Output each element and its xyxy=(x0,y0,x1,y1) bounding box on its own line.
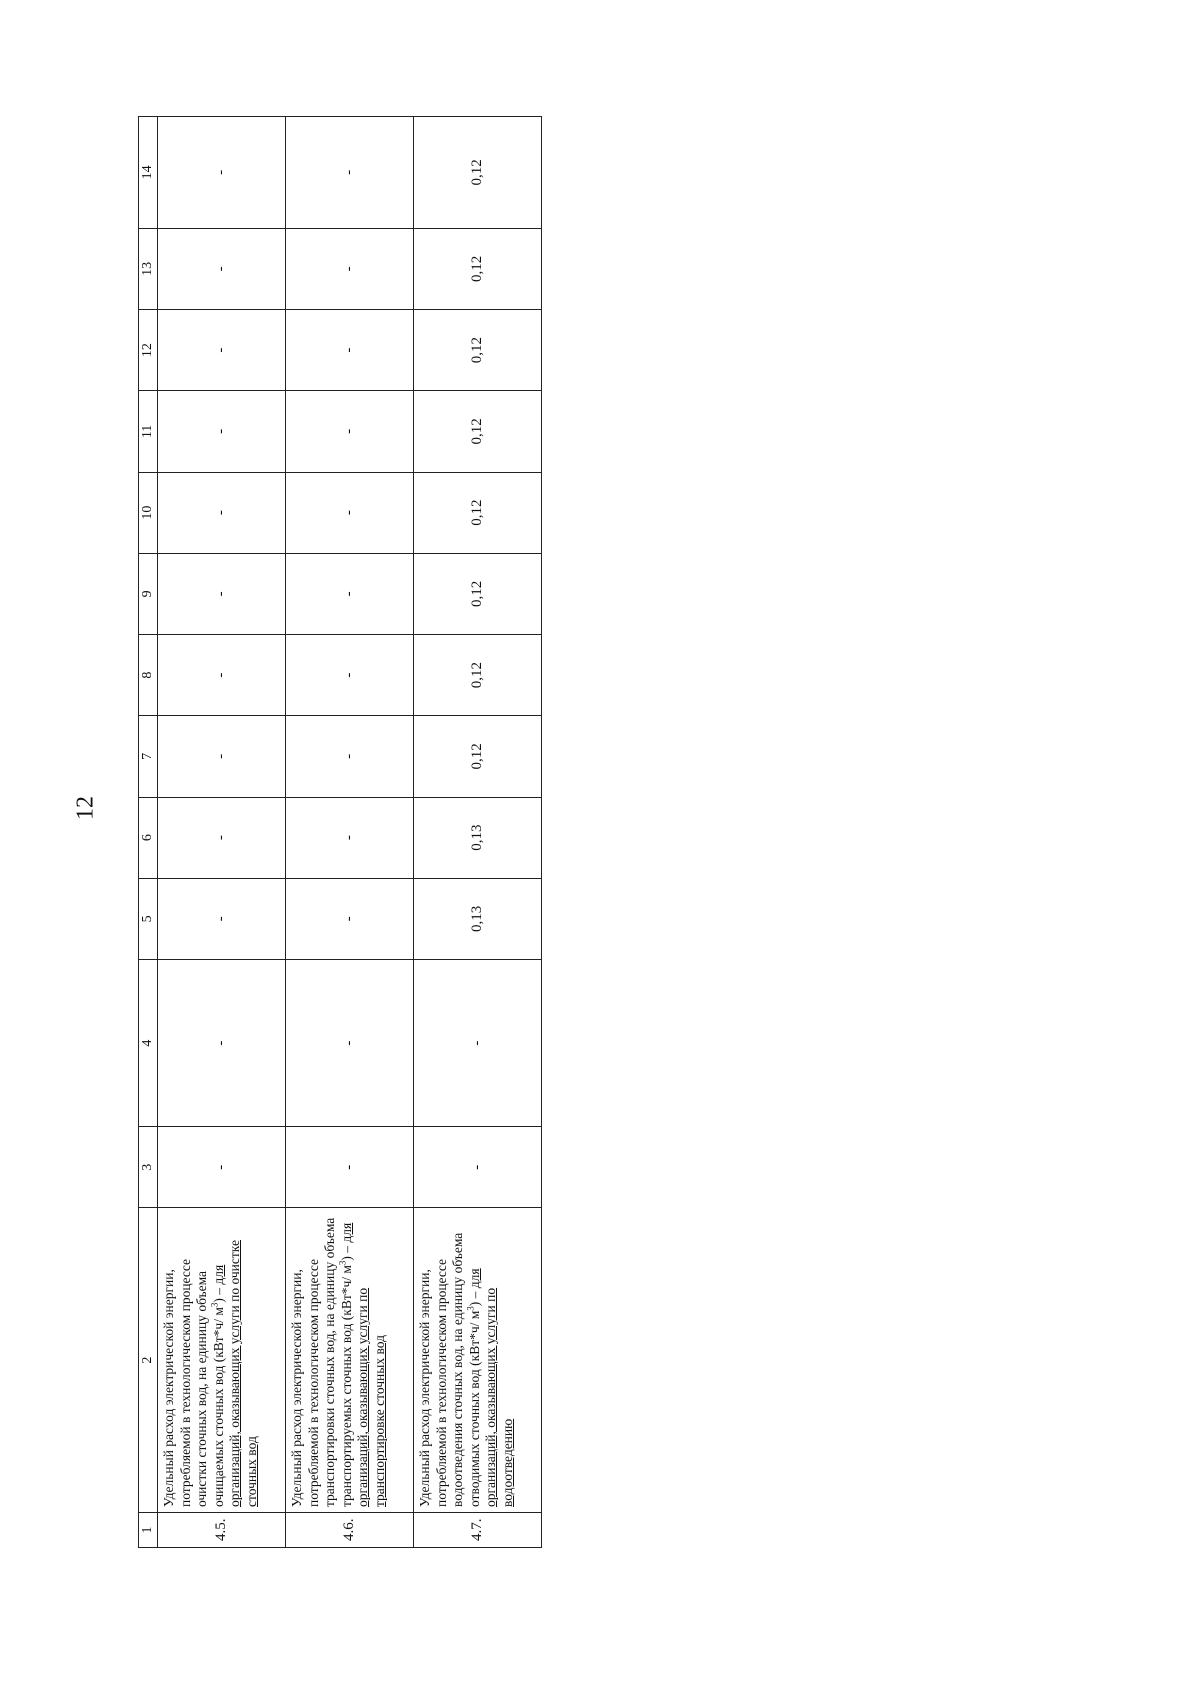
row-number: 4.6. xyxy=(286,1513,414,1548)
row-number: 4.7. xyxy=(414,1513,542,1548)
table-cell: - xyxy=(158,472,286,553)
table-cell: - xyxy=(286,391,414,472)
description-underlined: для организаций, оказывающих услуги по очистке сточных вод xyxy=(210,1240,259,1508)
table-cell: 0,12 xyxy=(414,635,542,716)
column-header: 11 xyxy=(139,391,158,472)
table-cell: - xyxy=(158,716,286,797)
table-cell: 0,12 xyxy=(414,228,542,309)
table-cell: 0,12 xyxy=(414,472,542,553)
superscript: 3 xyxy=(337,1260,348,1266)
column-header: 10 xyxy=(139,472,158,553)
table-cell: - xyxy=(414,1127,542,1208)
row-number: 4.5. xyxy=(158,1513,286,1548)
column-header: 7 xyxy=(139,716,158,797)
table-row xyxy=(158,117,286,1548)
table-cell: 0,13 xyxy=(414,878,542,959)
column-header: 9 xyxy=(139,553,158,634)
column-header: 3 xyxy=(139,1127,158,1208)
table-cell: - xyxy=(158,1127,286,1208)
table-cell: 0,13 xyxy=(414,797,542,878)
table-cell: - xyxy=(286,228,414,309)
description-text: ) – xyxy=(466,1288,482,1307)
table-cell: - xyxy=(286,472,414,553)
table-cell: - xyxy=(286,117,414,229)
row-description xyxy=(286,1208,414,1513)
table-cell: 0,12 xyxy=(414,117,542,229)
table-cell: - xyxy=(158,635,286,716)
column-header: 13 xyxy=(139,228,158,309)
table-cell: - xyxy=(158,228,286,309)
column-header: 14 xyxy=(139,117,158,229)
table-cell: 0,12 xyxy=(414,310,542,391)
page-number: 12 xyxy=(72,796,99,820)
row-description xyxy=(414,1208,542,1513)
column-header: 4 xyxy=(139,960,158,1127)
table-cell: - xyxy=(286,716,414,797)
superscript: 3 xyxy=(465,1306,476,1311)
table-cell: - xyxy=(158,797,286,878)
table-cell: 0,12 xyxy=(414,716,542,797)
table-cell: - xyxy=(286,310,414,391)
table-cell: - xyxy=(414,960,542,1127)
table-cell: - xyxy=(158,117,286,229)
table-cell: - xyxy=(158,310,286,391)
table-container xyxy=(138,116,542,1548)
description-text: Удельный расход электрической энергии, потребляемой в технологическом процессе очистки сточных вод, на единицу объема очищаемых сточных вод (кВт*ч/ м xyxy=(161,1258,226,1508)
column-header: 2 xyxy=(139,1208,158,1513)
description-underlined: для организаций, оказывающих услуги по водоотведению xyxy=(466,1268,515,1508)
table-row xyxy=(286,117,414,1548)
column-header: 6 xyxy=(139,797,158,878)
table-cell: 0,12 xyxy=(414,553,542,634)
description-underlined: для организаций, оказывающих услуги по транспортировке сточных вод xyxy=(338,1222,387,1508)
superscript: 3 xyxy=(209,1302,220,1308)
table-cell: - xyxy=(158,878,286,959)
table-cell: - xyxy=(286,960,414,1127)
column-header: 1 xyxy=(139,1513,158,1548)
table-cell: - xyxy=(158,391,286,472)
column-header: 5 xyxy=(139,878,158,959)
table-row xyxy=(414,117,542,1548)
data-table xyxy=(138,116,542,1548)
table-cell: - xyxy=(286,797,414,878)
column-header: 12 xyxy=(139,310,158,391)
table-cell: - xyxy=(286,878,414,959)
description-text: Удельный расход электрической энергии, потребляемой в технологическом процессе водоотведения сточных вод, на единицу объема отводимых сточных вод (кВт*ч/ м xyxy=(417,1232,482,1508)
table-cell: - xyxy=(158,553,286,634)
table-cell: 0,12 xyxy=(414,391,542,472)
description-text: ) – xyxy=(338,1242,354,1261)
description-text: Удельный расход электрической энергии, потребляемой в технологическом процессе транспортировки сточных вод, на единицу объема транспортируемых сточных вод (кВт*ч/ м xyxy=(289,1217,354,1508)
table-cell: - xyxy=(158,960,286,1127)
table-cell: - xyxy=(286,1127,414,1208)
header-row xyxy=(139,117,158,1548)
table-cell: - xyxy=(286,553,414,634)
row-description xyxy=(158,1208,286,1513)
description-text: ) – xyxy=(210,1284,226,1303)
table-cell: - xyxy=(286,635,414,716)
column-header: 8 xyxy=(139,635,158,716)
